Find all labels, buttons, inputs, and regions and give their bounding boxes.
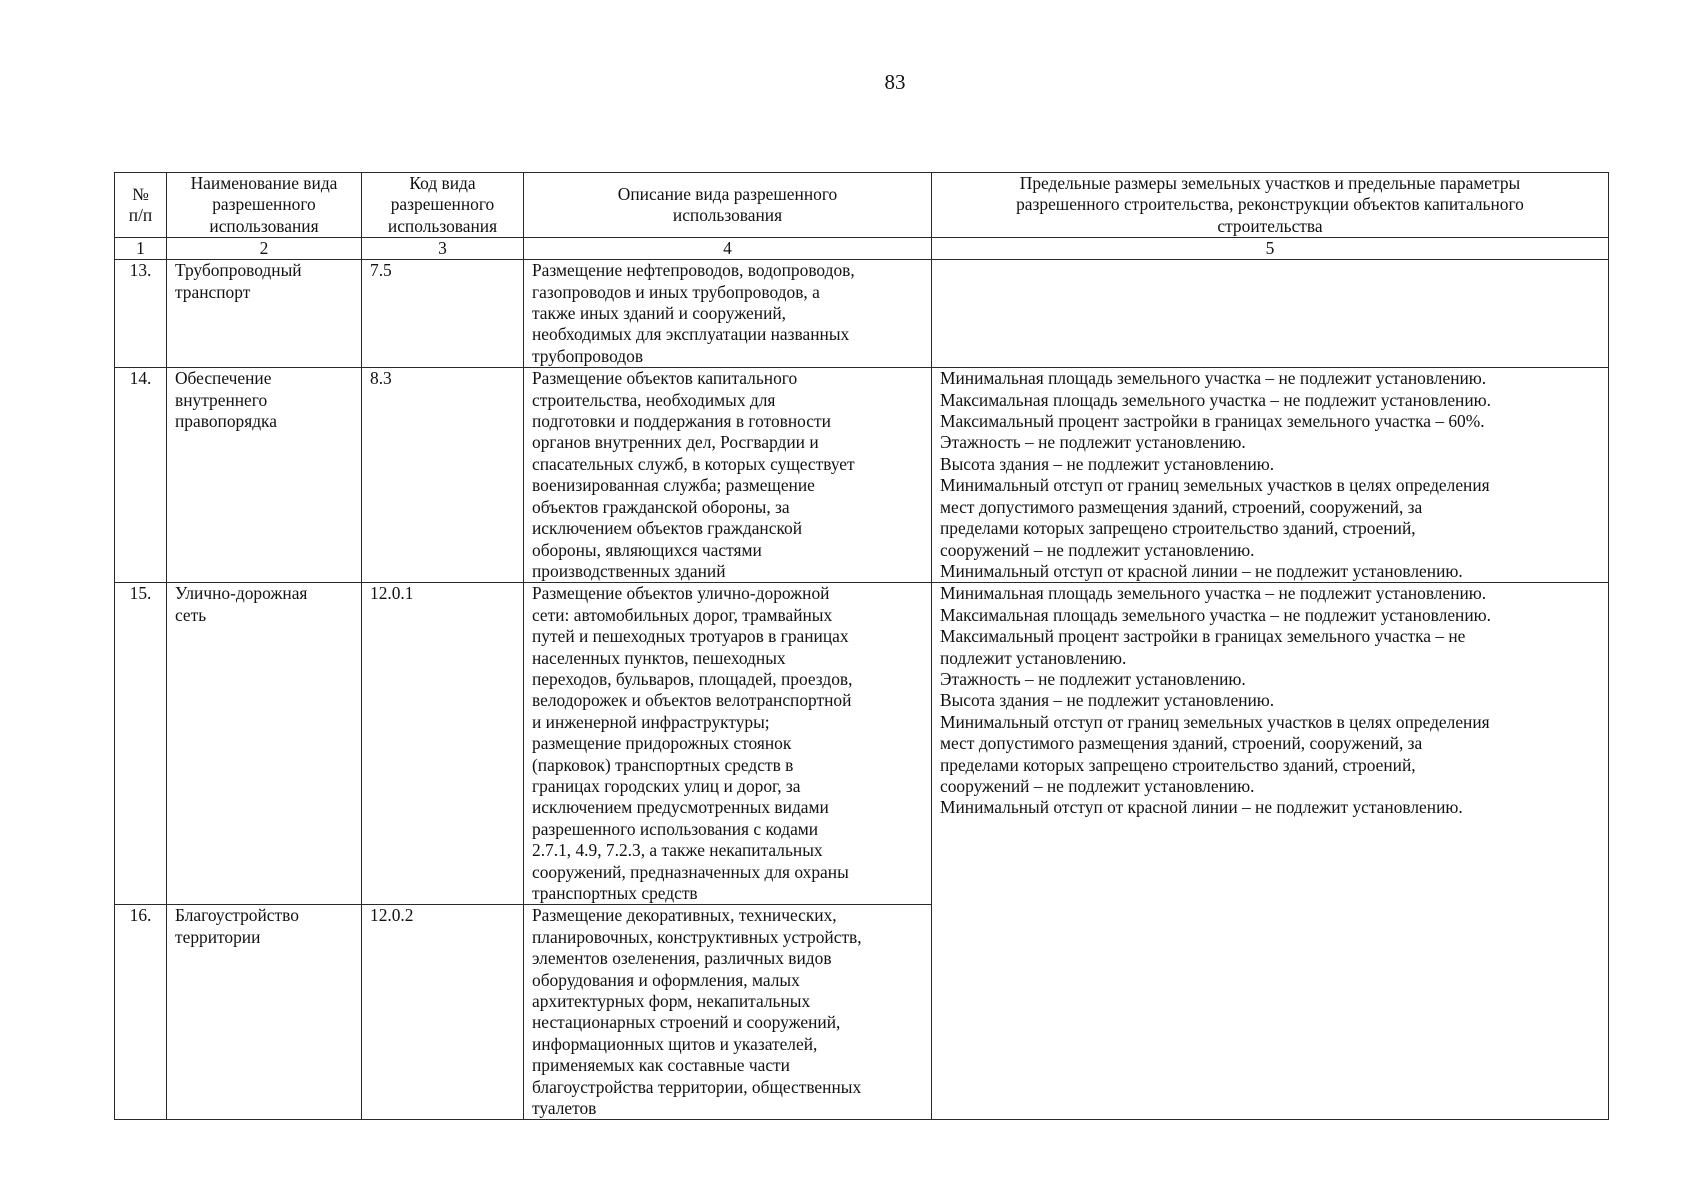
- use-description: Размещение декоративных, технических, планировочных, конструктивных устройств, элементов озеленения, различных видов оборудования и оформления, малых архитектурных форм, некапитальных нестационарных строений и сооружений, информационных щитов и указателей, применяемых как составные части благоустройства территории, общественных туалетов: [524, 905, 932, 1120]
- header-use-name: Наименование вида разрешенного использования: [167, 173, 362, 238]
- row-number: 13.: [115, 260, 167, 368]
- column-number: 4: [524, 238, 932, 260]
- table-header-row: [115, 173, 1609, 238]
- header-limit-parameters: Предельные размеры земельных участков и предельные параметры разрешенного строительства, реконструкции объектов капитального строительства: [932, 173, 1609, 238]
- column-number: 1: [115, 238, 167, 260]
- use-name: Улично-дорожная сеть: [167, 583, 362, 905]
- limit-parameters: Минимальная площадь земельного участка – не подлежит установлению. Максимальная площадь земельного участка – не подлежит установлению. Максимальный процент застройки в границах земельного участка – не подлежит установлению. Этажность – не подлежит установлению. Высота здания – не подлежит установлению. Минимальный отступ от границ земельных участков в целях определения мест допустимого размещения зданий, строений, сооружений, за пределами которых запрещено строительство зданий, строений, сооружений – не подлежит установлению. Минимальный отступ от красной линии – не подлежит установлению.: [932, 583, 1609, 1120]
- use-description: Размещение нефтепроводов, водопроводов, газопроводов и иных трубопроводов, а также иных зданий и сооружений, необходимых для эксплуатации названных трубопроводов: [524, 260, 932, 368]
- table-row: [115, 583, 1609, 905]
- table-row: [115, 260, 1609, 368]
- limit-parameters: [932, 260, 1609, 368]
- row-number: 14.: [115, 368, 167, 583]
- column-number: 5: [932, 238, 1609, 260]
- use-description: Размещение объектов капитального строительства, необходимых для подготовки и поддержания в готовности органов внутренних дел, Росгвардии и спасательных служб, в которых существует военизированная служба; размещение объектов гражданской обороны, за исключением объектов гражданской обороны, являющихся частями производственных зданий: [524, 368, 932, 583]
- row-number: 15.: [115, 583, 167, 905]
- use-code: 12.0.1: [362, 583, 524, 905]
- column-number: 2: [167, 238, 362, 260]
- use-description: Размещение объектов улично-дорожной сети: автомобильных дорог, трамвайных путей и пешеходных тротуаров в границах населенных пунктов, пешеходных переходов, бульваров, площадей, проездов, велодорожек и объектов велотранспортной и инженерной инфраструктуры; размещение придорожных стоянок (парковок) транспортных средств в границах городских улиц и дорог, за исключением предусмотренных видами разрешенного использования с кодами 2.7.1, 4.9, 7.2.3, а также некапитальных сооружений, предназначенных для охраны транспортных средств: [524, 583, 932, 905]
- header-row-number: № п/п: [115, 173, 167, 238]
- use-name: Трубопроводный транспорт: [167, 260, 362, 368]
- header-use-code: Код вида разрешенного использования: [362, 173, 524, 238]
- header-use-description: Описание вида разрешенного использования: [524, 173, 932, 238]
- page-number: 83: [884, 70, 906, 94]
- use-code: 8.3: [362, 368, 524, 583]
- use-name: Обеспечение внутреннего правопорядка: [167, 368, 362, 583]
- limit-parameters: Минимальная площадь земельного участка – не подлежит установлению. Максимальная площадь земельного участка – не подлежит установлению. Максимальный процент застройки в границах земельного участка – 60%. Этажность – не подлежит установлению. Высота здания – не подлежит установлению. Минимальный отступ от границ земельных участков в целях определения мест допустимого размещения зданий, строений, сооружений, за пределами которых запрещено строительство зданий, строений, сооружений – не подлежит установлению. Минимальный отступ от красной линии – не подлежит установлению.: [932, 368, 1609, 583]
- land-use-table: [114, 172, 1609, 1120]
- use-name: Благоустройство территории: [167, 905, 362, 1120]
- row-number: 16.: [115, 905, 167, 1120]
- use-code: 7.5: [362, 260, 524, 368]
- column-number: 3: [362, 238, 524, 260]
- table-column-numbers-row: [115, 238, 1609, 260]
- use-code: 12.0.2: [362, 905, 524, 1120]
- table-row: [115, 368, 1609, 583]
